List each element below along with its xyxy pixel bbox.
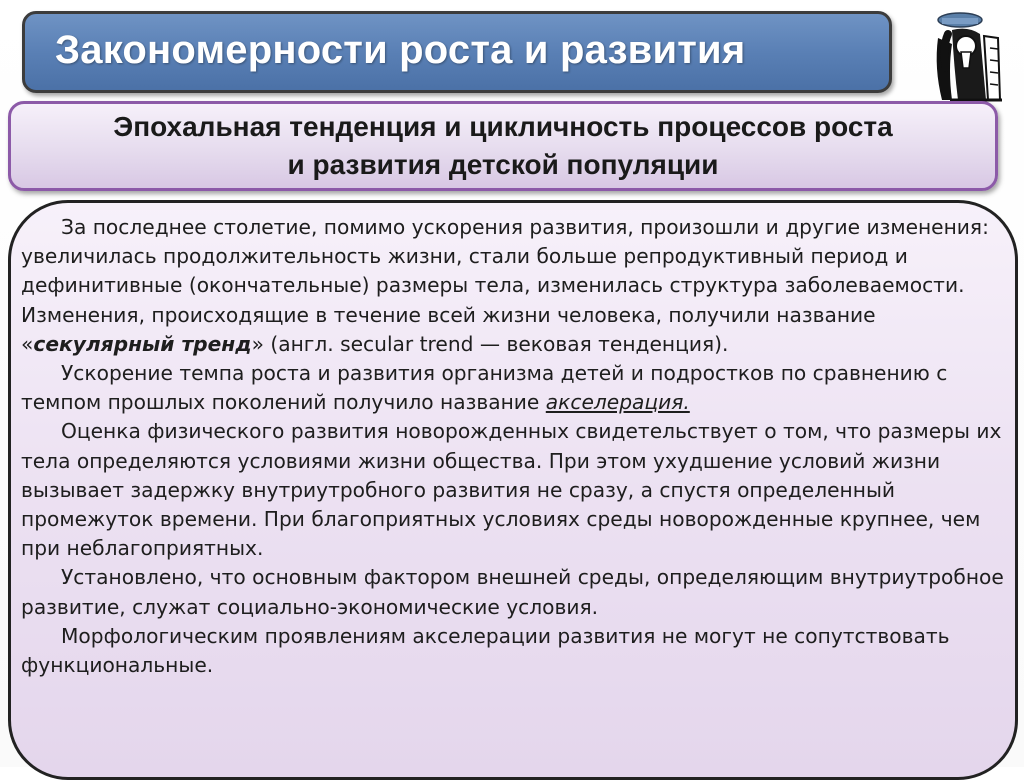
- paragraph-newborn-assessment: Оценка физического развития новорожденных свидетельствует о том, что размеры их тела определяются условиями жизни общества. При этом ухудшение условий жизни вызывает задержку внутриутробного развития не сразу, а спустя определенный промежуток времени. При благоприятных условиях среды новорожденные крупнее, чем при неблагоприятных.: [21, 419, 1002, 561]
- title-bar: [22, 11, 892, 93]
- page-title: Закономерности роста и развития: [55, 28, 746, 72]
- paragraph-text: За последнее столетие, помимо ускорения развития, произошли и другие изменения: увеличилась продолжительность жизни, стали больше репродуктивный период и дефинитивные (окончательные) размеры тела, изменилась структура заболеваемости. Изменения, происходящие в течение всей жизни человека, получили название «: [21, 215, 989, 356]
- content-box: [8, 200, 1018, 780]
- person-with-book-icon: [928, 8, 1010, 108]
- paragraph-text: Ускорение темпа роста и развития организма детей и подростков по сравнению с темпом прошлых поколений получило название: [21, 361, 948, 415]
- subtitle: Эпохальная тенденция и цикличность процессов роста и развития детской популяции: [113, 111, 893, 180]
- paragraph-morphology: Морфологическим проявлениям акселерации развития не могут не сопутствовать функциональные.: [21, 623, 950, 678]
- content-text: [21, 213, 1006, 680]
- subtitle-box: [8, 101, 998, 191]
- term-acceleration: акселерация.: [545, 390, 690, 415]
- paragraph-socioeconomic: Установлено, что основным фактором внешней среды, определяющим внутриутробное развитие, служат социально-экономические условия.: [21, 565, 1004, 619]
- paragraph-secular-trend: [21, 213, 1006, 359]
- paragraph-text: » (англ. secular trend — вековая тенденция).: [251, 331, 729, 356]
- paragraph-acceleration: [21, 359, 1006, 417]
- term-secular-trend: секулярный тренд: [33, 331, 252, 356]
